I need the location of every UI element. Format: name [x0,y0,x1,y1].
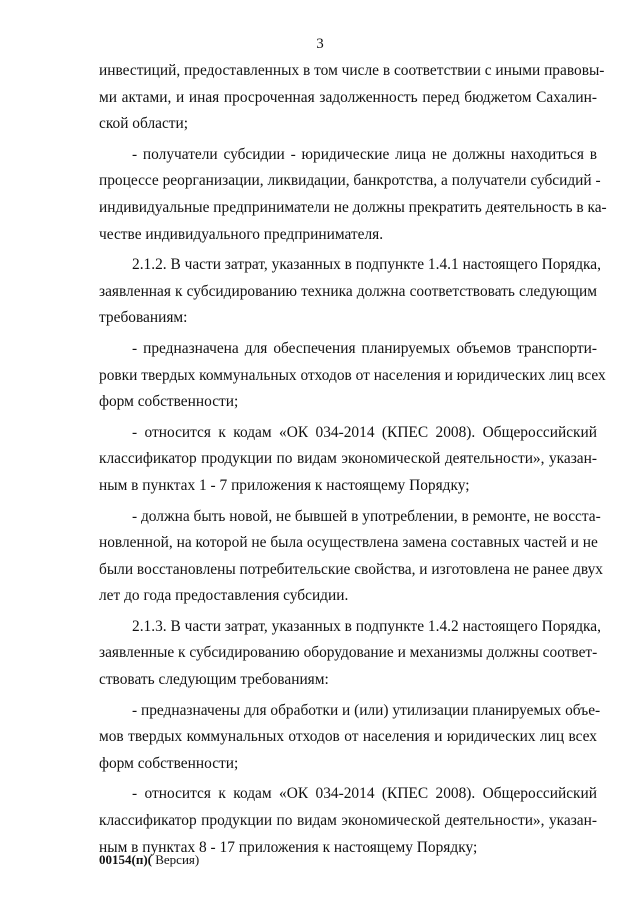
text-line: индивидуальные предприниматели не должны прекратить деятельность в ка- [99,198,607,216]
page-number: 3 [316,36,324,52]
text-line: требованиям: [99,309,188,327]
paragraph [99,336,606,416]
text-line: инвестиций, предоставленных в том числе в соответствии с иными правовы- [99,62,605,79]
text-line: честве индивидуального предпринимателя. [99,225,384,243]
text-line: 2.1.3. В части затрат, указанных в подпункте 1.4.2 настоящего Порядка, [132,617,601,635]
paragraph [99,58,605,138]
text-line: - относится к кодам «ОК 034-2014 (КПЕС 2008). Общероссийский [132,785,597,803]
paragraph [99,142,607,248]
document-footer [99,852,199,868]
text-line: ным в пунктах 8 - 17 приложения к настоящему Порядку; [99,838,478,856]
text-line: - предназначены для обработки и (или) утилизации планируемых объе- [132,701,601,719]
text-line: классификатор продукции по видам экономической деятельности», указан- [99,450,597,468]
text-line: ствовать следующим требованиям: [99,671,329,689]
text-line: заявленная к субсидированию техника должна соответствовать следующим [99,282,597,300]
text-line: мов твердых коммунальных отходов от населения и юридических лиц всех [99,728,597,746]
text-line: лет до года предоставления субсидии. [99,587,349,605]
text-line: ным в пунктах 1 - 7 приложения к настоящему Порядку; [99,476,470,494]
text-line: - должна быть новой, не бывшей в употреблении, в ремонте, не восста- [132,507,601,525]
paragraph [99,781,597,861]
text-line: процессе реорганизации, ликвидации, банкротства, а получатели субсидий - [99,172,601,190]
text-line: - получатели субсидии - юридические лица не должны находиться в [132,145,597,163]
text-line: заявленные к субсидированию оборудование и механизмы должны соответ- [99,644,598,662]
text-line: - относится к кодам «ОК 034-2014 (КПЕС 2008). Общероссийский [132,423,597,441]
paragraph [99,252,601,332]
paragraph [99,504,603,610]
document-code: 00154(п)( [99,852,152,867]
text-line: ской области; [99,115,189,133]
text-line: ровки твердых коммунальных отходов от населения и юридических лиц всех [99,366,606,384]
text-line: классификатор продукции по видам экономической деятельности», указан- [99,812,597,830]
paragraph [99,420,597,500]
text-line: - предназначена для обеспечения планируемых объемов транспорти- [132,339,597,357]
paragraph [99,698,601,778]
text-line: форм собственности; [99,754,239,772]
text-line: были восстановлены потребительские свойства, и изготовлена не ранее двух [99,560,603,578]
paragraph [99,614,601,694]
text-line: форм собственности; [99,393,239,411]
text-line: ми актами, и иная просроченная задолженность перед бюджетом Сахалин- [99,88,597,106]
document-version: Версия) [151,852,200,867]
text-line: 2.1.2. В части затрат, указанных в подпункте 1.4.1 настоящего Порядка, [132,256,601,274]
document-body [99,58,607,865]
text-line: новленной, на которой не была осуществлена замена составных частей и не [99,534,598,552]
